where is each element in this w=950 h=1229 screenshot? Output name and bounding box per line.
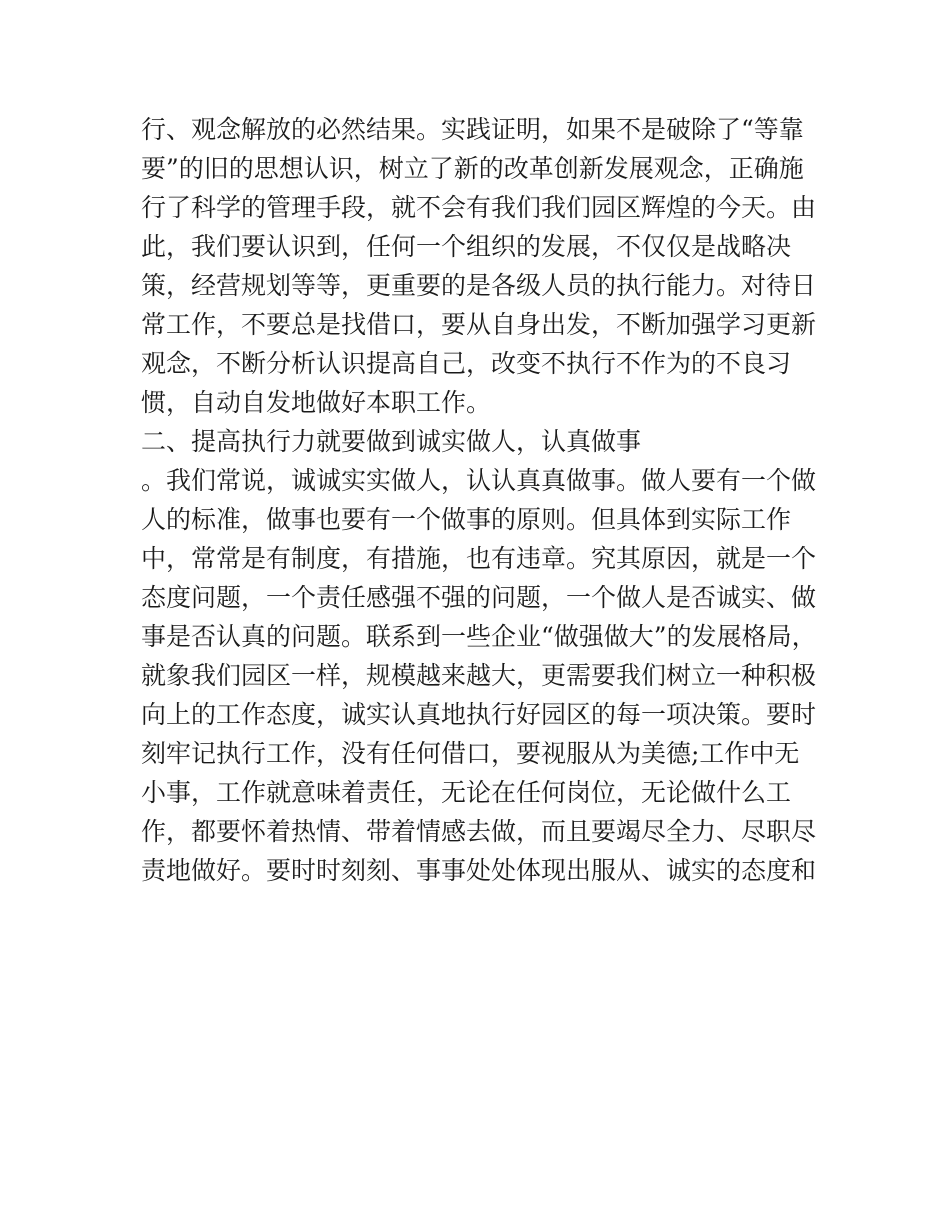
text-line: 中，常常是有制度，有措施，也有违章。究其原因，就是一个 bbox=[141, 544, 817, 573]
text-line: 人的标准，做事也要有一个做事的原则。但具体到实际工作 bbox=[141, 505, 792, 534]
body-text bbox=[141, 110, 821, 890]
text-line: 向上的工作态度，诚实认真地执行好园区的每一项决策。要时 bbox=[141, 700, 817, 729]
text-line: 此，我们要认识到，任何一个组织的发展，不仅仅是战略决 bbox=[141, 232, 792, 261]
text-line: 刻牢记执行工作，没有任何借口，要视服从为美德;工作中无 bbox=[141, 739, 800, 768]
text-line: 责地做好。要时时刻刻、事事处处体现出服从、诚实的态度和 bbox=[141, 856, 817, 885]
text-line: 策，经营规划等等，更重要的是各级人员的执行能力。对待日 bbox=[141, 271, 817, 300]
text-line: 。我们常说，诚诚实实做人，认认真真做事。做人要有一个做 bbox=[141, 466, 817, 495]
text-line: 态度问题，一个责任感强不强的问题，一个做人是否诚实、做 bbox=[141, 583, 817, 612]
text-line: 要”的旧的思想认识，树立了新的改革创新发展观念，正确施 bbox=[141, 154, 804, 183]
text-line: 常工作，不要总是找借口，要从自身出发，不断加强学习更新 bbox=[141, 310, 817, 339]
text-line: 行、观念解放的必然结果。实践证明，如果不是破除了“等靠 bbox=[141, 115, 804, 144]
text-line: 事是否认真的问题。联系到一些企业“做强做大”的发展格局， bbox=[141, 622, 817, 651]
text-line: 惯，自动自发地做好本职工作。 bbox=[141, 388, 492, 417]
text-line: 作，都要怀着热情、带着情感去做，而且要竭尽全力、尽职尽 bbox=[141, 817, 817, 846]
section-heading: 二、提高执行力就要做到诚实做人，认真做事 bbox=[141, 427, 642, 456]
text-line: 小事，工作就意味着责任，无论在任何岗位，无论做什么工 bbox=[141, 778, 792, 807]
text-line: 就象我们园区一样，规模越来越大，更需要我们树立一种积极 bbox=[141, 661, 817, 690]
text-line: 观念，不断分析认识提高自己，改变不执行不作为的不良习 bbox=[141, 349, 792, 378]
text-line: 行了科学的管理手段，就不会有我们我们园区辉煌的今天。由 bbox=[141, 193, 817, 222]
